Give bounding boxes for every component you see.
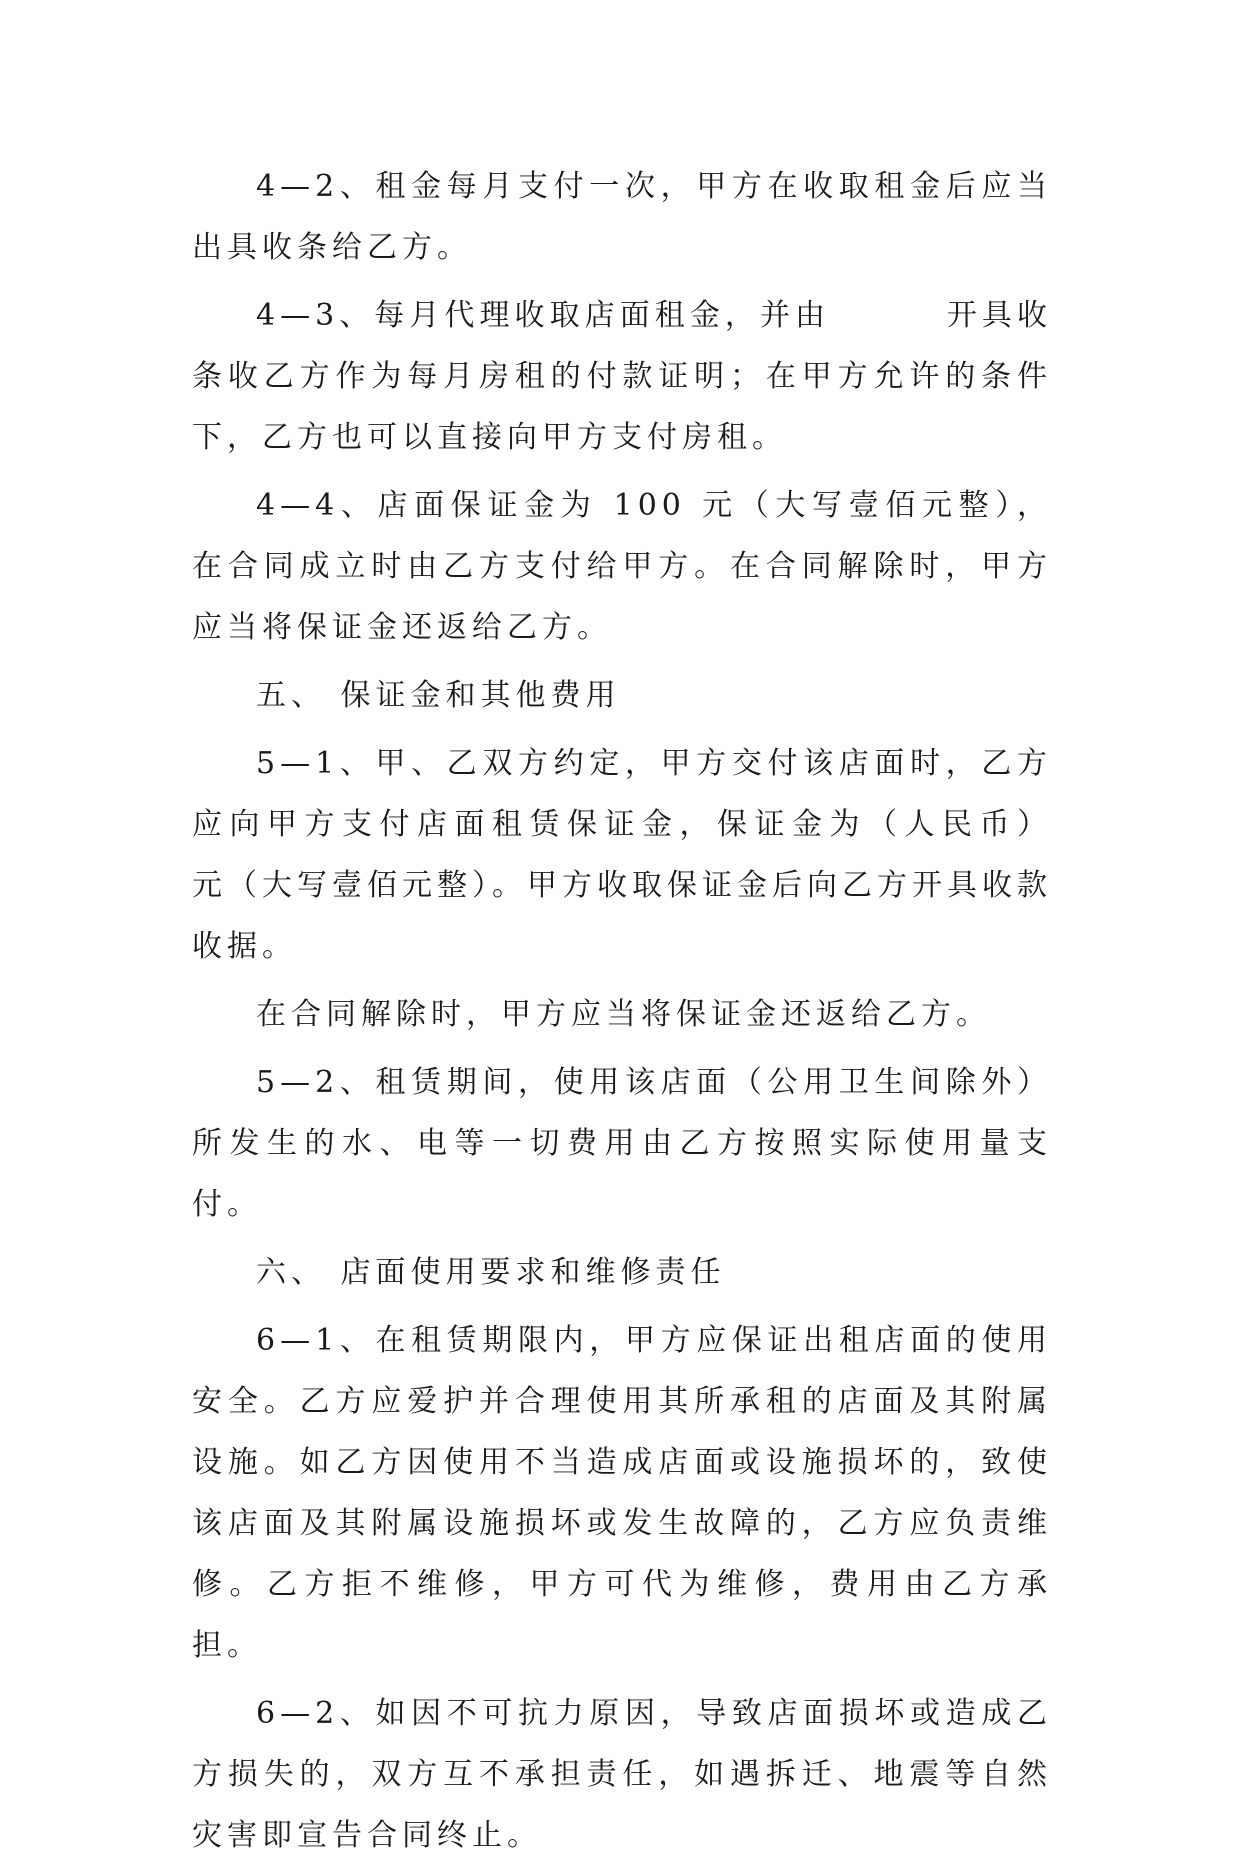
clause-6-1: 6—1、在租赁期限内，甲方应保证出租店面的使用安全。乙方应爱护并合理使用其所承租的店面及其附属设施。如乙方因使用不当造成店面或设施损坏的，致使该店面及其附属设施损坏或发生故障的，乙方应负责维修。乙方拒不维修，甲方可代为维修，费用由乙方承担。: [192, 1323, 1052, 1663]
section-heading-6: 六、 店面使用要求和维修责任: [256, 1255, 726, 1290]
clause-5-1: 5—1、甲、乙双方约定，甲方交付该店面时，乙方应向甲方支付店面租赁保证金，保证金为（人民币） 元（大写壹佰元整）。甲方收取保证金后向乙方开具收款收据。: [192, 746, 1140, 964]
section-heading-5: 五、 保证金和其他费用: [256, 678, 621, 713]
clause-5-1-continued: 在合同解除时，甲方应当将保证金还返给乙方。: [256, 997, 991, 1032]
clause-4-2: 4—2、租金每月支付一次，甲方在收取租金后应当出具收条给乙方。: [192, 169, 1052, 265]
clause-5-2: 5—2、租赁期间，使用该店面（公用卫生间除外）所发生的水、电等一切费用由乙方按照实际使用量支付。: [192, 1065, 1052, 1222]
clause-6-2: 6—2、如因不可抗力原因，导致店面损坏或造成乙方损失的，双方互不承担责任，如遇拆迁、地震等自然灾害即宣告合同终止。: [192, 1696, 1052, 1853]
clause-4-4: 4—4、店面保证金为 100 元（大写壹佰元整），在合同成立时由乙方支付给甲方。在合同解除时，甲方应当将保证金还返给乙方。: [192, 488, 1052, 645]
document-body: [192, 156, 1140, 1873]
clause-4-3: 4—3、每月代理收取店面租金，并由 开具收条收乙方作为每月房租的付款证明；在甲方允许的条件下，乙方也可以直接向甲方支付房租。: [192, 298, 1052, 455]
